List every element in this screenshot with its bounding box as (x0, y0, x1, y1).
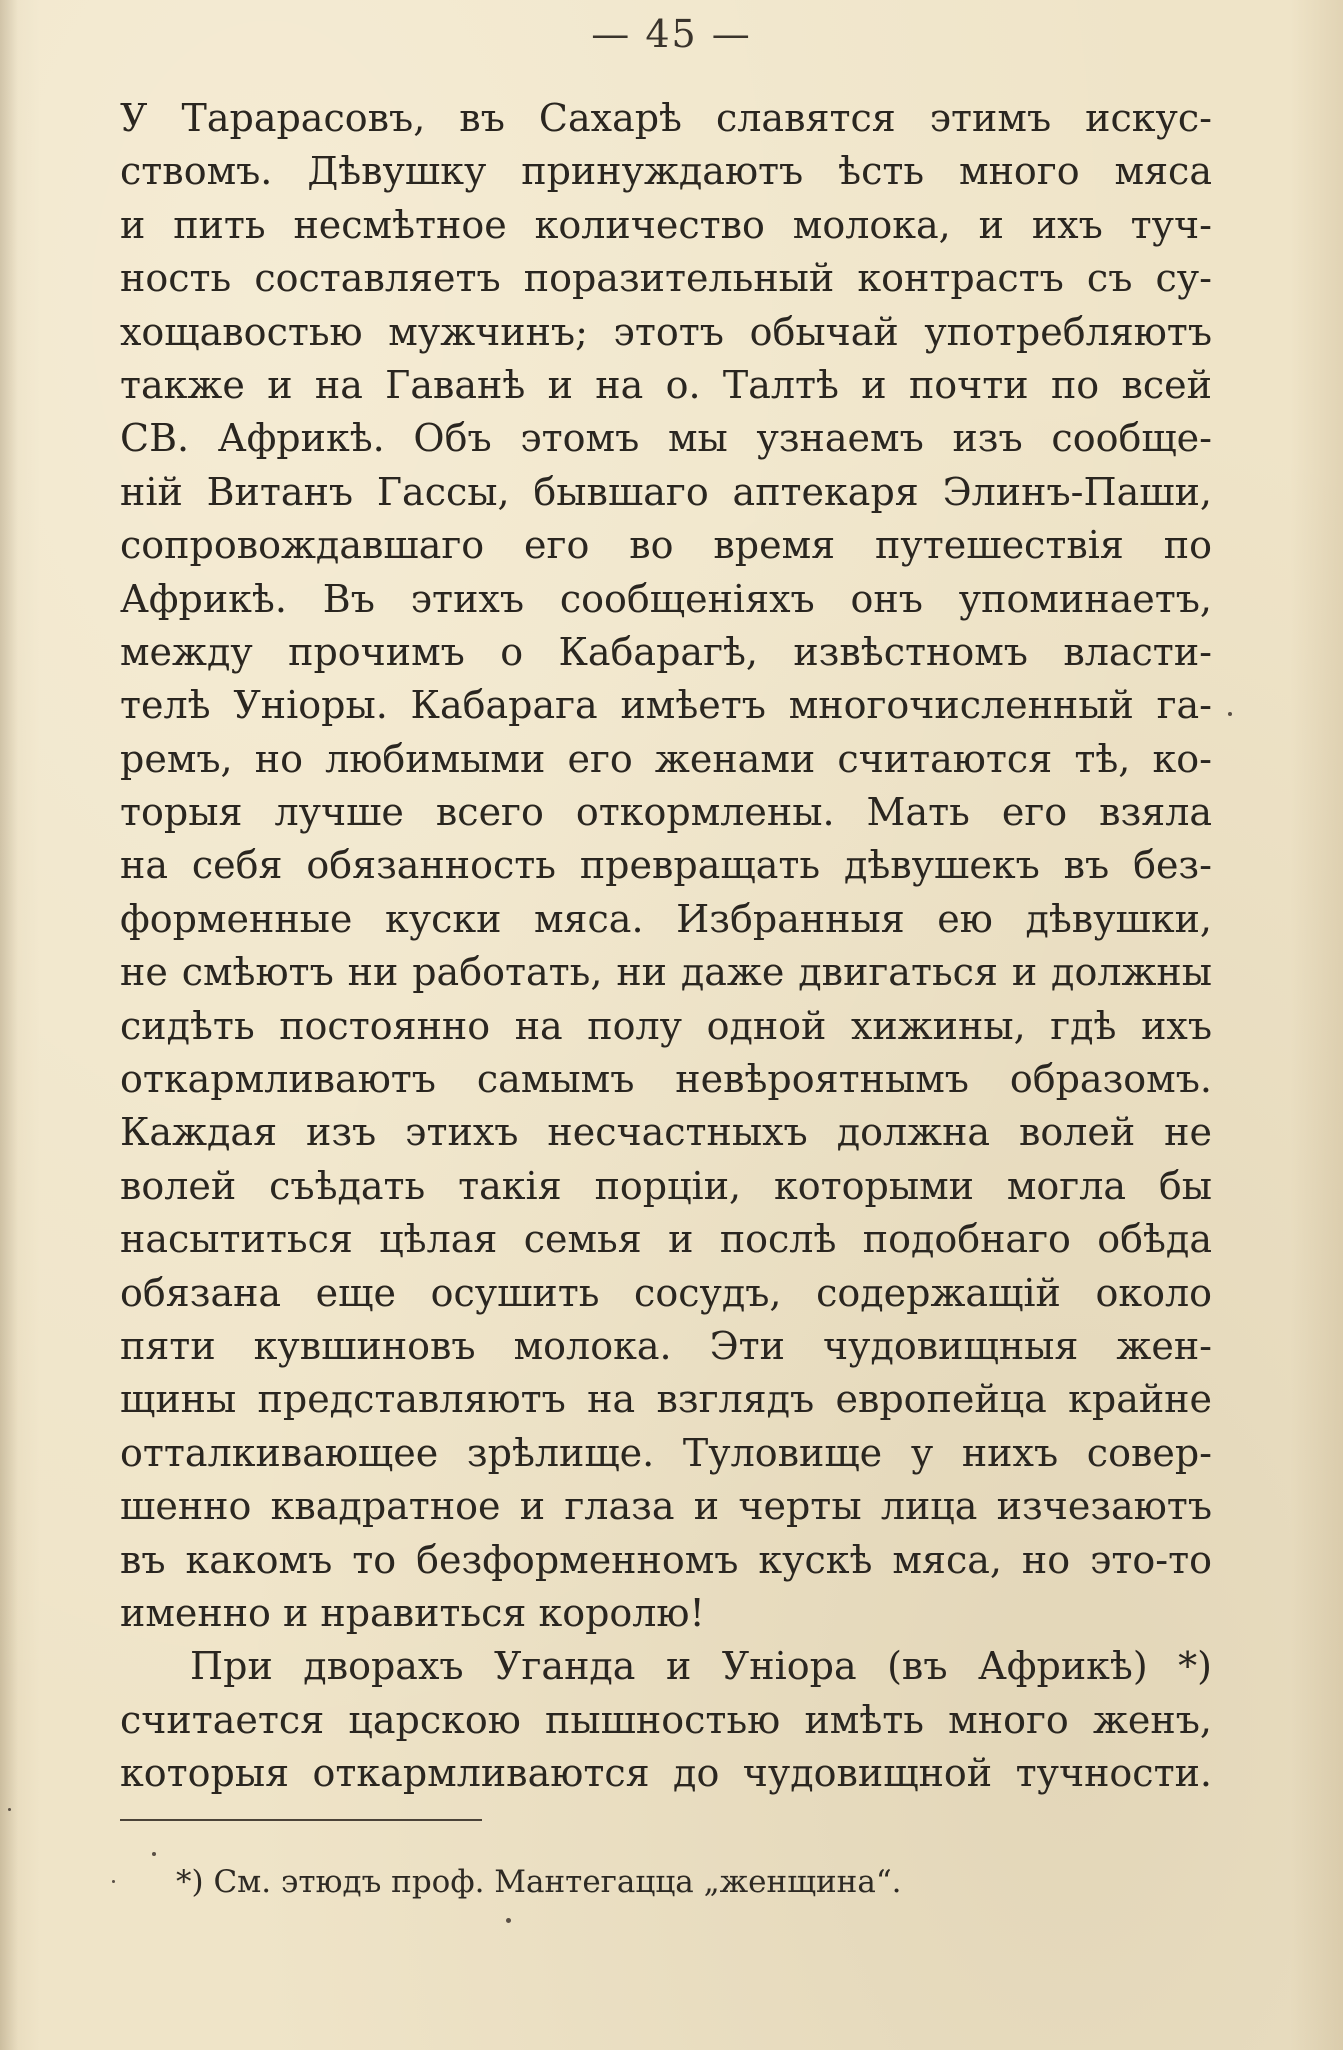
text-line: щины представляютъ на взглядъ европейца крайне (120, 1377, 1212, 1422)
text-line: также и на Гаванѣ и на о. Талтѣ и почти по всей (120, 362, 1212, 407)
text-line: СВ. Африкѣ. Объ этомъ мы узнаемъ изъ сообще- (120, 416, 1212, 461)
body-text (120, 92, 1212, 1801)
text-line: Африкѣ. Въ этихъ сообщеніяхъ онъ упоминаетъ, (120, 576, 1212, 621)
text-line: шенно квадратное и глаза и черты лица изчезаютъ (120, 1484, 1212, 1529)
text-line: ремъ, но любимыми его женами считаются тѣ, ко- (120, 736, 1212, 781)
text-line: которыя откармливаются до чудовищной тучности. (120, 1751, 1212, 1796)
text-line: телѣ Уніоры. Кабарага имѣетъ многочисленный га- (120, 683, 1212, 728)
text-line: ность составляетъ поразительный контрастъ съ су- (120, 256, 1212, 301)
footnote: *) См. этюдъ проф. Мантегацца „женщина“. (176, 1864, 902, 1900)
text-line: ній Витанъ Гассы, бывшаго аптекаря Элинъ-Паши, (120, 469, 1212, 514)
text-line: на себя обязанность превращать дѣвушекъ въ без- (120, 843, 1212, 888)
text-line: откармливаютъ самымъ невѣроятнымъ образомъ. (120, 1057, 1212, 1102)
text-line: сидѣть постоянно на полу одной хижины, гдѣ ихъ (120, 1003, 1212, 1048)
text-line: Каждая изъ этихъ несчастныхъ должна волей не (120, 1110, 1212, 1155)
text-line: хощавостью мужчинъ; этотъ обычай употребляютъ (120, 309, 1212, 354)
text-line: считается царскою пышностью имѣть много женъ, (120, 1697, 1212, 1742)
text-line: не смѣютъ ни работать, ни даже двигаться и должны (120, 950, 1212, 995)
footnote-rule (120, 1819, 482, 1821)
text-line: сопровождавшаго его во время путешествія по (120, 523, 1212, 568)
text-line: и пить несмѣтное количество молока, и ихъ туч- (120, 202, 1212, 247)
text-line: въ какомъ то безформенномъ кускѣ мяса, но это-то (120, 1537, 1212, 1582)
text-line: насытиться цѣлая семья и послѣ подобнаго обѣда (120, 1217, 1212, 1262)
text-line: между прочимъ о Кабарагѣ, извѣстномъ власти- (120, 629, 1212, 674)
page-number: — 45 — (591, 12, 752, 56)
text-line: форменные куски мяса. Избранныя ею дѣвушки, (120, 896, 1212, 941)
page-edge-shadow (0, 0, 18, 2050)
text-line: У Тарарасовъ, въ Сахарѣ славятся этимъ искус- (120, 96, 1212, 140)
text-line: обязана еще осушить сосудъ, содержащій около (120, 1270, 1212, 1315)
text-line: отталкивающее зрѣлище. Туловище у нихъ совер- (120, 1430, 1212, 1475)
text-line: именно и нравиться королю! (120, 1590, 705, 1635)
text-line: ствомъ. Дѣвушку принуждаютъ ѣсть много мяса (120, 149, 1212, 194)
text-line: торыя лучше всего откормлены. Мать его взяла (120, 790, 1212, 835)
text-line: пяти кувшиновъ молока. Эти чудовищныя жен- (120, 1323, 1212, 1368)
text-line: волей съѣдать такія порціи, которыми могла бы (120, 1163, 1212, 1208)
text-line: При дворахъ Уганда и Уніора (въ Африкѣ) *) (190, 1644, 1212, 1689)
